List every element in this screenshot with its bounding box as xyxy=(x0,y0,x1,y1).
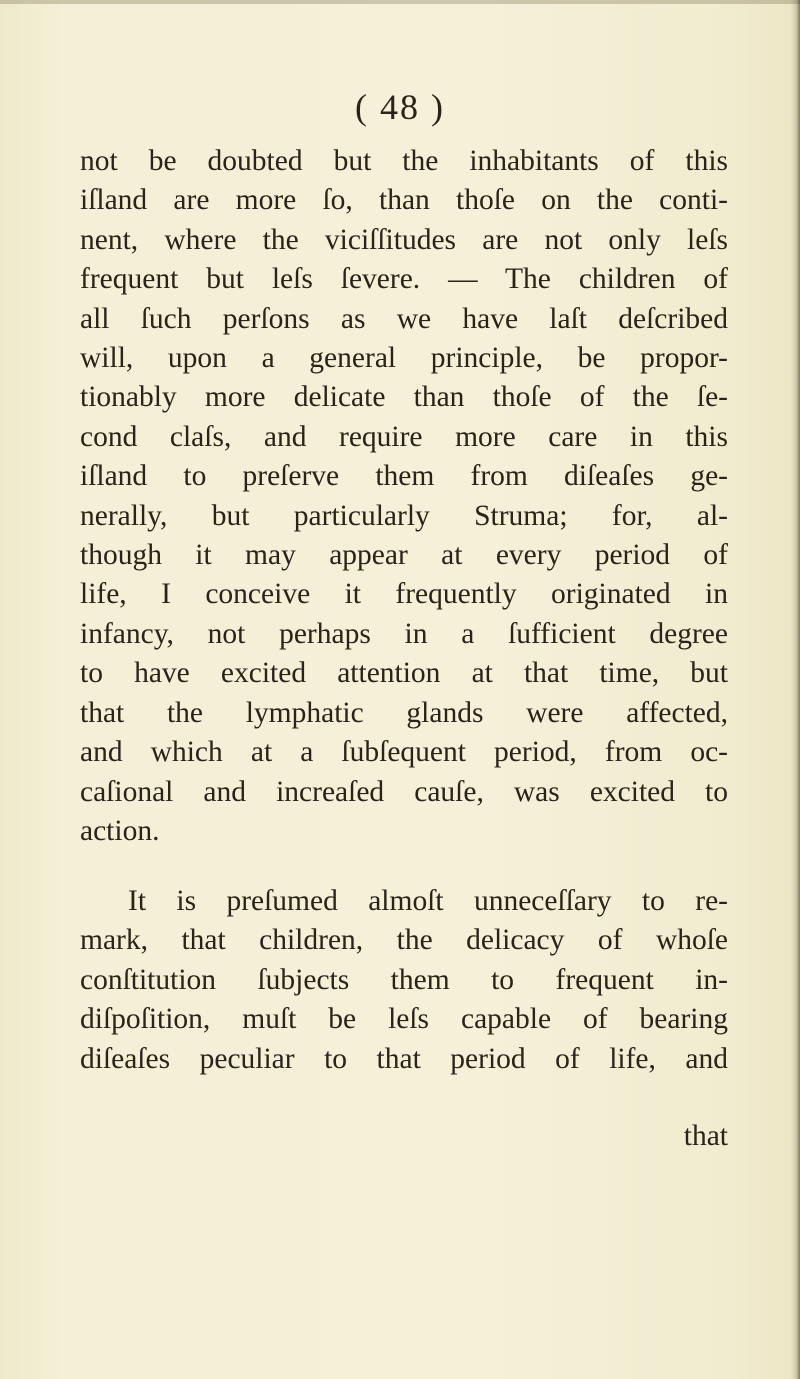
paragraph-1 xyxy=(80,142,728,851)
text-line: iſland to preſerve them from diſeaſes ge- xyxy=(80,460,728,493)
text-line: though it may appear at every period of xyxy=(80,539,728,572)
text-line: not be doubted but the inhabitants of this xyxy=(80,145,728,177)
text-line: diſeaſes peculiar to that period of life, and xyxy=(80,1042,728,1075)
text-line: tionably more delicate than thoſe of the ſe- xyxy=(80,381,728,414)
text-line: frequent but leſs ſevere. — The children of xyxy=(80,263,728,296)
catchword: that xyxy=(683,1120,728,1152)
text-line: nent, where the viciſſitudes are not only leſs xyxy=(80,223,728,256)
text-line: action. xyxy=(80,814,160,847)
text-line: conſtitution ſubjects them to frequent in- xyxy=(80,963,728,996)
text-line: mark, that children, the delicacy of whoſe xyxy=(80,924,728,957)
text-line: and which at a ſubſequent period, from oc- xyxy=(80,736,728,769)
text-line: all ſuch perſons as we have laſt deſcribed xyxy=(80,302,728,335)
page-right-edge-shadow xyxy=(790,0,800,1379)
text-line: diſpoſition, muſt be leſs capable of bearing xyxy=(80,1003,728,1036)
text-line: will, upon a general principle, be propor- xyxy=(80,342,728,375)
text-line: to have excited attention at that time, but xyxy=(80,657,728,690)
page-number-header: ( 48 ) xyxy=(355,87,445,127)
text-line: caſional and increaſed cauſe, was excited to xyxy=(80,775,728,808)
text-line: cond claſs, and require more care in this xyxy=(80,420,728,453)
text-line: nerally, but particularly Struma; for, al- xyxy=(80,499,728,532)
text-line: that the lymphatic glands were affected, xyxy=(80,696,728,729)
text-line: iſland are more ſo, than thoſe on the conti- xyxy=(80,184,728,217)
text-line: life, I conceive it frequently originated in xyxy=(80,578,728,611)
text-line: It is preſumed almoſt unneceſſary to re- xyxy=(128,885,728,917)
paragraph-2 xyxy=(80,882,728,1079)
text-line: infancy, not perhaps in a ſufficient degree xyxy=(80,617,728,650)
scan-top-edge xyxy=(0,0,800,4)
